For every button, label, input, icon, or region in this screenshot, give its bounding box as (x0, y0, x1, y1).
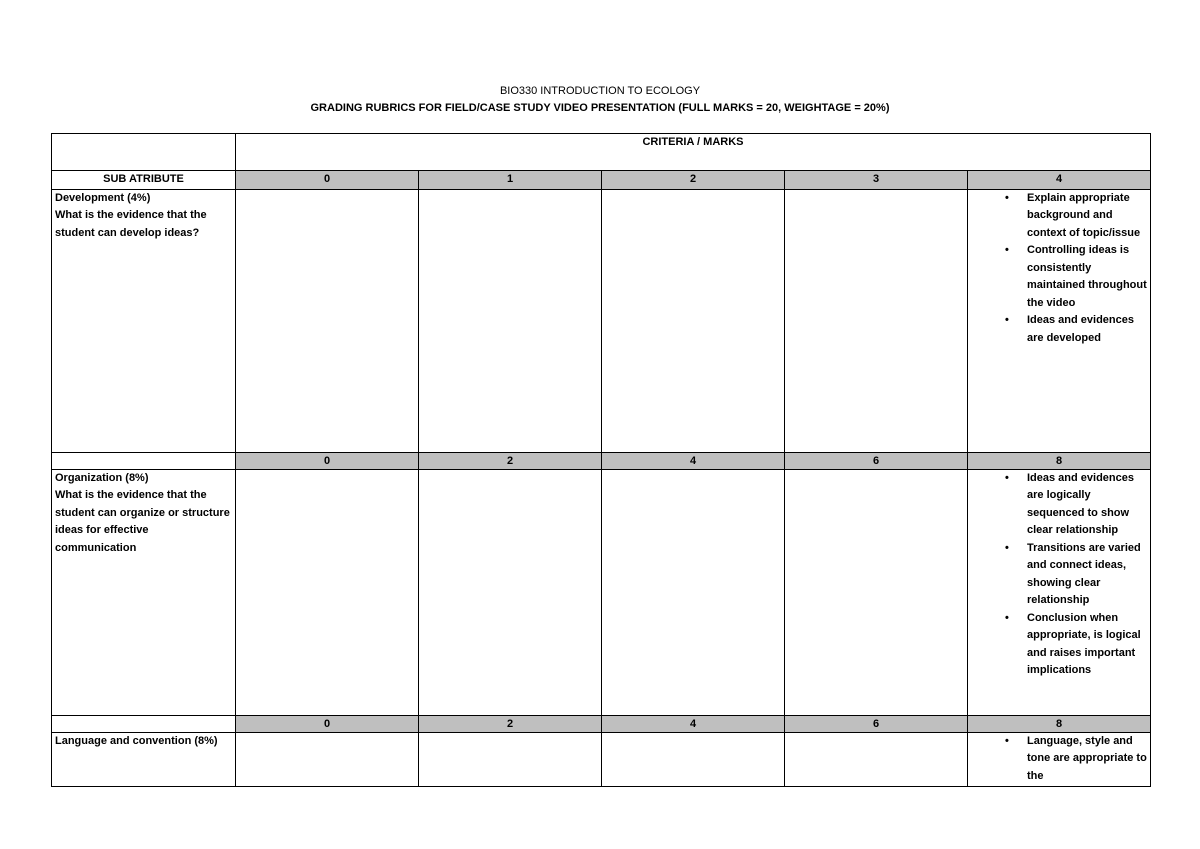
blank-cell (52, 715, 236, 732)
mark-cell: 8 (968, 452, 1151, 469)
mark-cell: 0 (236, 715, 419, 732)
mark-cell: 8 (968, 715, 1151, 732)
criteria-item: • Explain appropriate background and context of topic/issue (971, 190, 1147, 243)
criteria-item: • Controlling ideas is consistently maintained throughout the video (971, 242, 1147, 312)
sub-attribute-cell (52, 469, 236, 715)
criteria-marks-header: CRITERIA / MARKS (236, 134, 1151, 171)
criteria-cell (419, 469, 602, 715)
mark-cell: 6 (785, 452, 968, 469)
rubric-row-development (52, 189, 1151, 452)
criteria-cell (419, 732, 602, 786)
criteria-cell-top (968, 469, 1151, 715)
criteria-cell-top (968, 189, 1151, 452)
sub-attribute-title: Development (4%) (55, 191, 151, 204)
criteria-item: • Language, style and tone are appropriate to the (971, 733, 1147, 786)
mark-cell: 2 (419, 452, 602, 469)
criteria-header-row (52, 134, 1151, 171)
criteria-cell (236, 189, 419, 452)
criteria-list (971, 733, 1147, 786)
sub-attribute-question: What is the evidence that the student can develop ideas? (55, 209, 207, 239)
criteria-cell (419, 189, 602, 452)
criteria-cell (785, 732, 968, 786)
mark-cell: 6 (785, 715, 968, 732)
rubric-title: GRADING RUBRICS FOR FIELD/CASE STUDY VIDEO PRESENTATION (FULL MARKS = 20, WEIGHTAGE = 20%) (310, 102, 890, 114)
marks-row (52, 715, 1151, 732)
marks-row (52, 171, 1151, 190)
criteria-item: • Ideas and evidences are developed (971, 312, 1147, 347)
criteria-list (971, 190, 1147, 348)
grading-rubric-table (51, 133, 1151, 787)
mark-cell: 1 (419, 171, 602, 190)
criteria-cell (602, 469, 785, 715)
mark-cell: 0 (236, 171, 419, 190)
criteria-item: • Transitions are varied and connect ideas, showing clear relationship (971, 540, 1147, 610)
rubric-row-language (52, 732, 1151, 786)
criteria-cell (785, 189, 968, 452)
sub-attribute-cell (52, 732, 236, 786)
criteria-cell (785, 469, 968, 715)
sub-attribute-title: Organization (8%) (55, 471, 149, 484)
mark-cell: 3 (785, 171, 968, 190)
criteria-cell (602, 732, 785, 786)
rubric-row-organization (52, 469, 1151, 715)
mark-cell: 2 (419, 715, 602, 732)
criteria-cell (602, 189, 785, 452)
sub-attribute-cell (52, 189, 236, 452)
criteria-cell-top (968, 732, 1151, 786)
sub-attribute-question: What is the evidence that the student can organize or structure ideas for effective communication (55, 489, 230, 554)
criteria-item: • Conclusion when appropriate, is logical and raises important implications (971, 610, 1147, 680)
mark-cell: 0 (236, 452, 419, 469)
marks-row (52, 452, 1151, 469)
mark-cell: 4 (968, 171, 1151, 190)
mark-cell: 4 (602, 715, 785, 732)
criteria-item: • Ideas and evidences are logically sequenced to show clear relationship (971, 470, 1147, 540)
sub-attribute-title: Language and convention (8%) (55, 734, 218, 747)
mark-cell: 2 (602, 171, 785, 190)
criteria-list (971, 470, 1147, 680)
criteria-cell (236, 732, 419, 786)
sub-attribute-header: SUB ATRIBUTE (52, 171, 236, 190)
criteria-cell (236, 469, 419, 715)
top-left-blank (52, 134, 236, 171)
mark-cell: 4 (602, 452, 785, 469)
course-title: BIO330 INTRODUCTION TO ECOLOGY (499, 85, 701, 97)
blank-cell (52, 452, 236, 469)
